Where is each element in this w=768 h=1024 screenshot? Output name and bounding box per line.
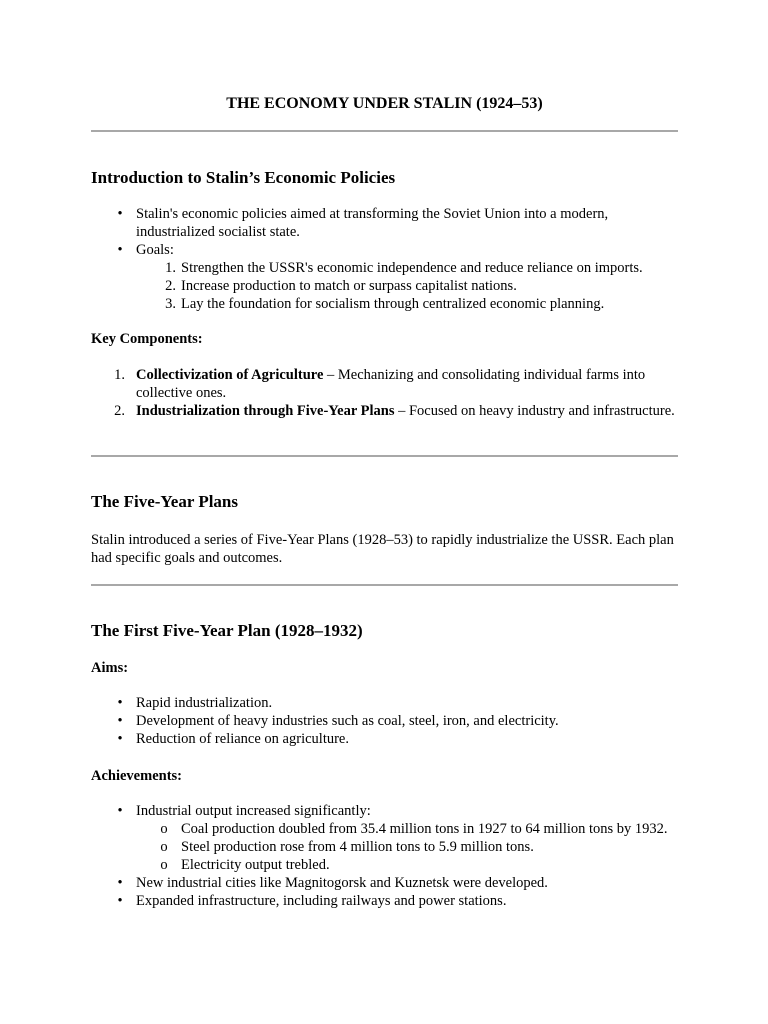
goal-item [91, 295, 678, 313]
intro-bullet-2: Goals: [136, 242, 174, 258]
achievements-heading: Achievements: [91, 768, 183, 784]
first-plan-heading: The First Five-Year Plan (1928–1932) [91, 621, 363, 640]
list-item [91, 802, 678, 820]
achievement-text: Industrial output increased significantly: [136, 803, 371, 819]
bullet-marker: • [117, 242, 123, 258]
sub-bullet-marker: o [160, 839, 168, 855]
list-item [91, 241, 678, 259]
list-item [91, 892, 678, 910]
components-list [91, 366, 678, 420]
list-item [91, 366, 678, 402]
page-title: THE ECONOMY UNDER STALIN (1924–53) [226, 95, 543, 112]
bullet-marker: • [117, 875, 123, 891]
component-text: – Focused on heavy industry and infrastructure. [394, 403, 675, 419]
key-components-heading: Key Components: [91, 331, 203, 347]
sub-bullet-marker: o [160, 857, 168, 873]
achievement-text: Expanded infrastructure, including railways and power stations. [136, 893, 507, 909]
component-title: Industrialization through Five-Year Plans [136, 403, 395, 419]
goal-item [91, 259, 678, 277]
bullet-marker: • [117, 695, 123, 711]
bullet-marker: • [117, 206, 123, 222]
bullet-marker: • [117, 731, 123, 747]
component-title: Collectivization of Agriculture [136, 367, 324, 383]
intro-bullet-1: Stalin's economic policies aimed at transforming the Soviet Union into a modern, industrialized socialist state. [136, 206, 609, 240]
number-marker: 1. [114, 367, 125, 383]
aim-text: Development of heavy industries such as coal, steel, iron, and electricity. [136, 713, 559, 729]
five-year-plans-text: Stalin introduced a series of Five-Year Plans (1928–53) to rapidly industrialize the USSR. Each plan had specific goals and outcomes. [91, 532, 674, 566]
number-marker: 2. [114, 403, 125, 419]
list-item [91, 694, 678, 712]
goal-text: Lay the foundation for socialism through centralized economic planning. [181, 296, 605, 312]
five-year-plans-heading: The Five-Year Plans [91, 492, 239, 511]
sub-list-item [91, 820, 678, 838]
aim-text: Reduction of reliance on agriculture. [136, 731, 349, 747]
bullet-marker: • [117, 893, 123, 909]
achievement-detail: Coal production doubled from 35.4 million tons in 1927 to 64 million tons by 1932. [181, 821, 668, 837]
number-marker: 2. [165, 278, 176, 294]
list-item [91, 205, 678, 241]
number-marker: 1. [165, 260, 176, 276]
sub-list-item [91, 856, 678, 874]
achievement-detail: Steel production rose from 4 million tons to 5.9 million tons. [181, 839, 534, 855]
list-item [91, 730, 678, 748]
goal-item [91, 277, 678, 295]
divider [91, 130, 678, 132]
divider [91, 455, 678, 457]
goal-text: Increase production to match or surpass capitalist nations. [181, 278, 517, 294]
achievement-detail: Electricity output trebled. [181, 857, 330, 873]
goal-text: Strengthen the USSR's economic independence and reduce reliance on imports. [181, 260, 643, 276]
list-item [91, 874, 678, 892]
sub-list-item [91, 838, 678, 856]
bullet-marker: • [117, 803, 123, 819]
component-text: – Mechanizing and consolidating individual farms into collective ones. [136, 367, 646, 401]
aims-heading: Aims: [91, 660, 129, 676]
intro-list [91, 205, 678, 313]
number-marker: 3. [165, 296, 176, 312]
list-item [91, 712, 678, 730]
bullet-marker: • [117, 713, 123, 729]
aim-text: Rapid industrialization. [136, 695, 273, 711]
aims-list [91, 694, 678, 748]
sub-bullet-marker: o [160, 821, 168, 837]
divider [91, 584, 678, 586]
intro-heading: Introduction to Stalin’s Economic Policies [91, 168, 396, 187]
achievement-text: New industrial cities like Magnitogorsk and Kuznetsk were developed. [136, 875, 548, 891]
achievements-list [91, 802, 678, 910]
list-item [91, 402, 678, 420]
